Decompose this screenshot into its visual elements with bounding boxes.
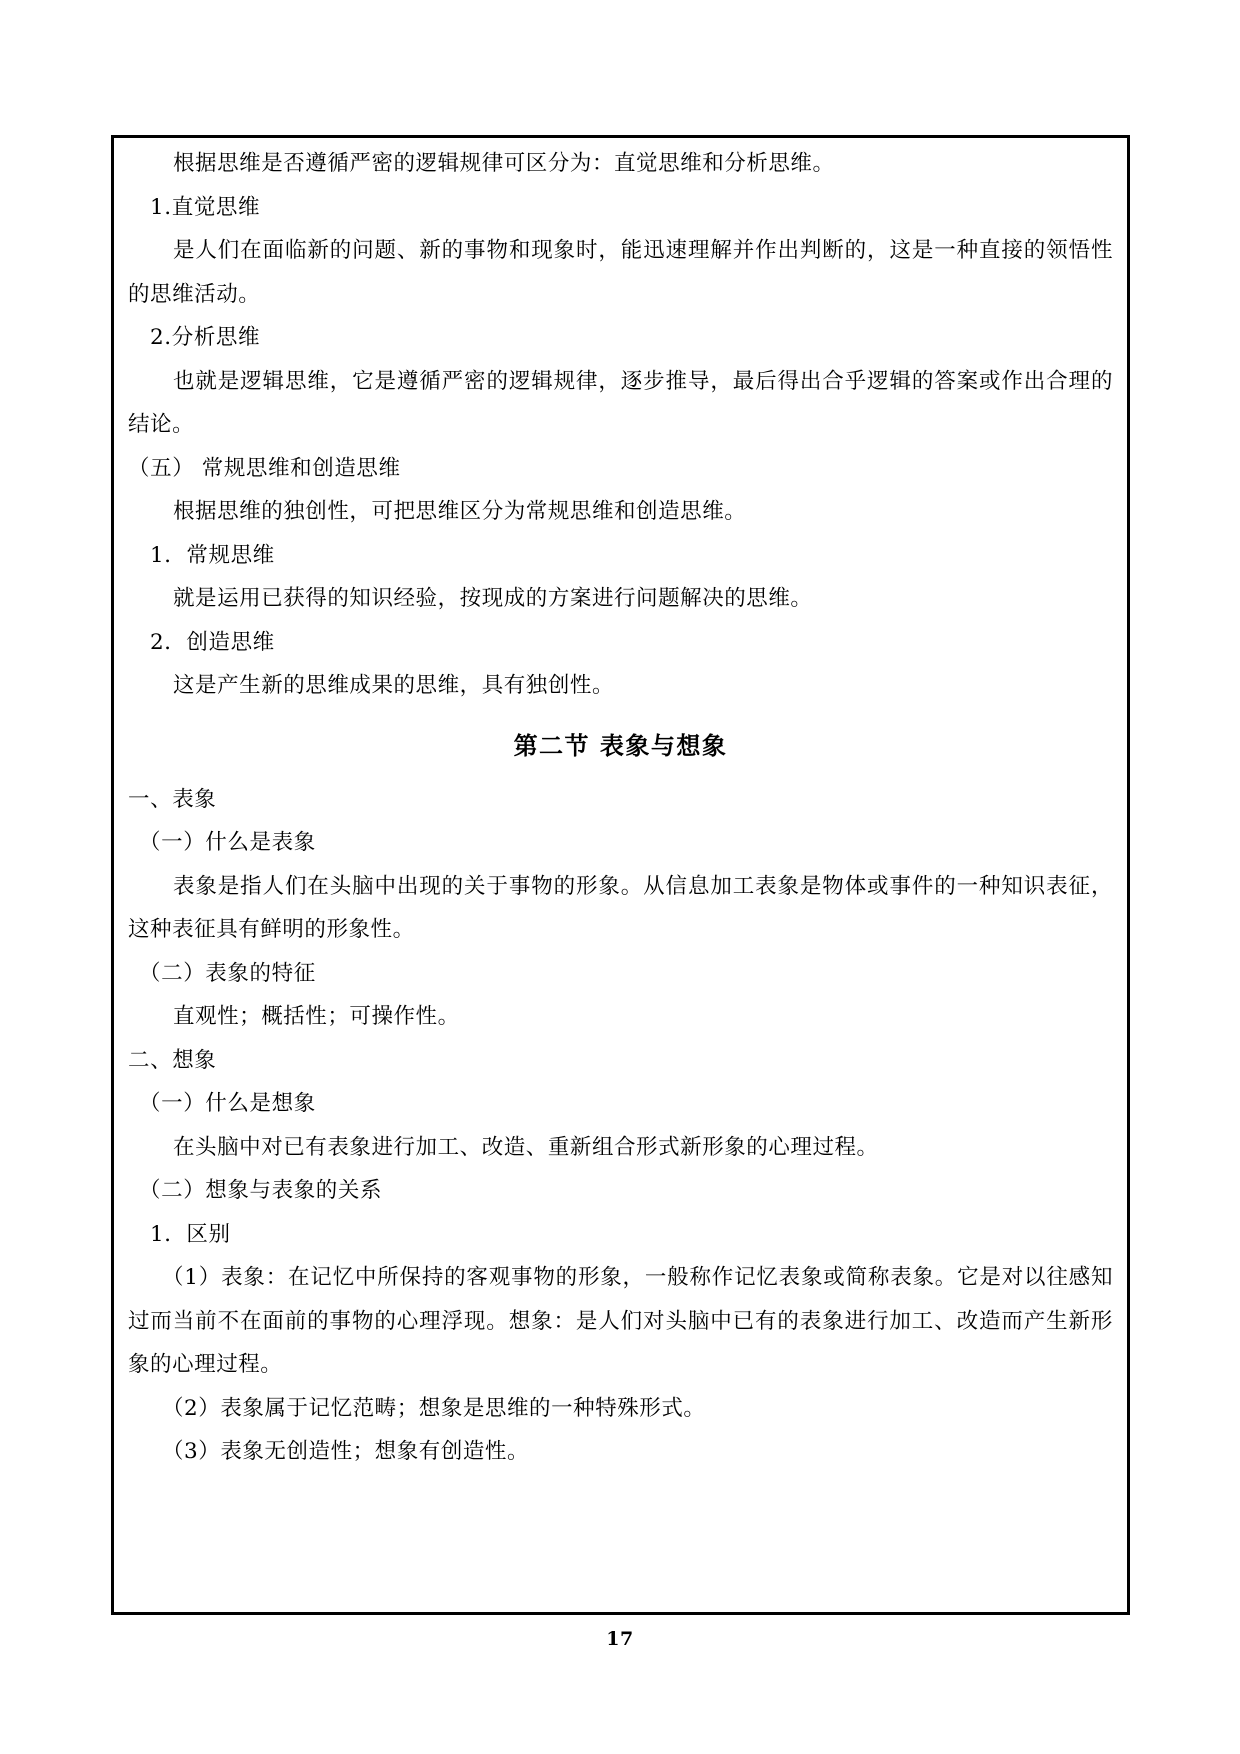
heading-two-b-imagination-representation-relation: （二）想象与表象的关系 [139, 1178, 383, 1203]
document-body [128, 138, 1113, 1474]
text-frame-border [111, 135, 1130, 1615]
heading-two-imagination: 二、想象 [128, 1047, 217, 1073]
list-heading-differences: 1．区别 [150, 1221, 231, 1247]
list-heading-routine-thinking: 1．常规思维 [150, 542, 275, 568]
paragraph-section-five-intro: 根据思维的独创性，可把思维区分为常规思维和创造思维。 [173, 499, 747, 524]
list-heading-intuitive-thinking: 1.直觉思维 [150, 194, 261, 220]
page-number: 17 [606, 1628, 634, 1650]
paragraph-intro-logic: 根据思维是否遵循严密的逻辑规律可区分为：直觉思维和分析思维。 [173, 151, 835, 176]
paragraph-representation-features: 直观性；概括性；可操作性。 [173, 1004, 460, 1029]
list-heading-creative-thinking: 2．创造思维 [150, 629, 275, 655]
paragraph-routine-thinking: 就是运用已获得的知识经验，按现成的方案进行问题解决的思维。 [173, 586, 813, 611]
section-title-chapter-two: 第二节 表象与想象 [513, 730, 728, 760]
heading-one-representation: 一、表象 [128, 786, 217, 812]
heading-section-five: （五） 常规思维和创造思维 [128, 455, 401, 481]
list-heading-analytic-thinking: 2.分析思维 [150, 325, 261, 350]
paragraph-difference-1: （1）表象：在记忆中所保持的客观事物的形象，一般称作记忆表象或简称表象。它是对以往感知过而当前不在面前的事物的心理浮现。想象：是人们对头脑中已有的表象进行加工、改造而产生新形象的心理过程。 [128, 1265, 1113, 1377]
paragraph-analytic-thinking: 也就是逻辑思维，它是遵循严密的逻辑规律，逐步推导，最后得出合乎逻辑的答案或作出合理的结论。 [128, 368, 1113, 437]
heading-one-b-representation-features: （二）表象的特征 [139, 960, 316, 986]
paragraph-difference-3: （3）表象无创造性；想象有创造性。 [162, 1439, 530, 1464]
paragraph-what-is-imagination: 在头脑中对已有表象进行加工、改造、重新组合形式新形象的心理过程。 [173, 1134, 879, 1160]
heading-one-a-what-is-representation: （一）什么是表象 [139, 830, 316, 855]
heading-two-a-what-is-imagination: （一）什么是想象 [139, 1091, 316, 1116]
paragraph-difference-2: （2）表象属于记忆范畴；想象是思维的一种特殊形式。 [162, 1395, 706, 1421]
paragraph-intuitive-thinking: 是人们在面临新的问题、新的事物和现象时，能迅速理解并作出判断的，这是一种直接的领悟性的思维活动。 [128, 238, 1113, 307]
paragraph-creative-thinking: 这是产生新的思维成果的思维，具有独创性。 [173, 673, 615, 698]
paragraph-what-is-representation: 表象是指人们在头脑中出现的关于事物的形象。从信息加工表象是物体或事件的一种知识表征，这种表征具有鲜明的形象性。 [128, 873, 1113, 942]
